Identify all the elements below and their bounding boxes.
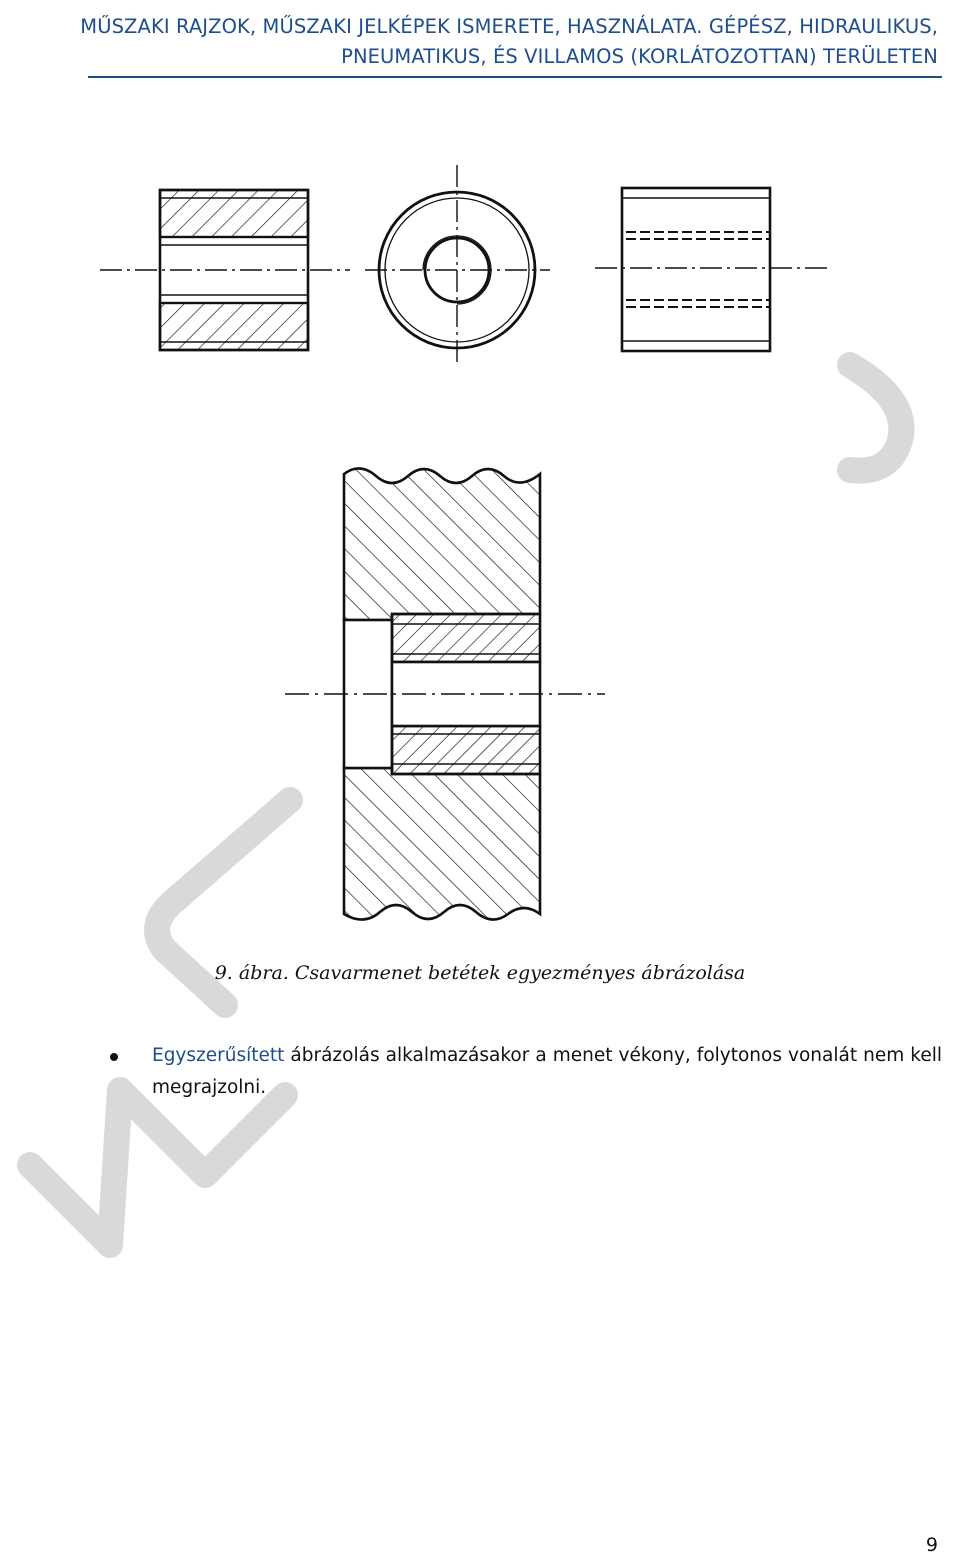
end-view [365,165,550,365]
bullet-body: ábrázolás alkalmazásakor a menet vékony, folytonos vonalát nem kell megrajzolni. [152,1045,942,1098]
bullet-paragraph [152,1040,942,1104]
header-rule [88,76,942,78]
page-number: 9 [925,1534,938,1556]
technical-drawing-views [90,160,850,375]
header-line-2: PNEUMATIKUS, ÉS VILLAMOS (KORLÁTOZOTTAN) TERÜLETEN [341,45,938,68]
emphasized-term: Egyszerűsített [152,1045,285,1066]
section-view [100,190,350,350]
insert-section-drawing [280,462,610,924]
bullet-marker [110,1053,118,1061]
external-view [595,188,828,351]
figure-caption: 9. ábra. Csavarmenet betétek egyezményes ábrázolása [214,962,746,984]
header-line-1: MŰSZAKI RAJZOK, MŰSZAKI JELKÉPEK ISMERETE, HASZNÁLATA. GÉPÉSZ, HIDRAULIKUS, [80,15,938,38]
running-header [38,12,938,72]
